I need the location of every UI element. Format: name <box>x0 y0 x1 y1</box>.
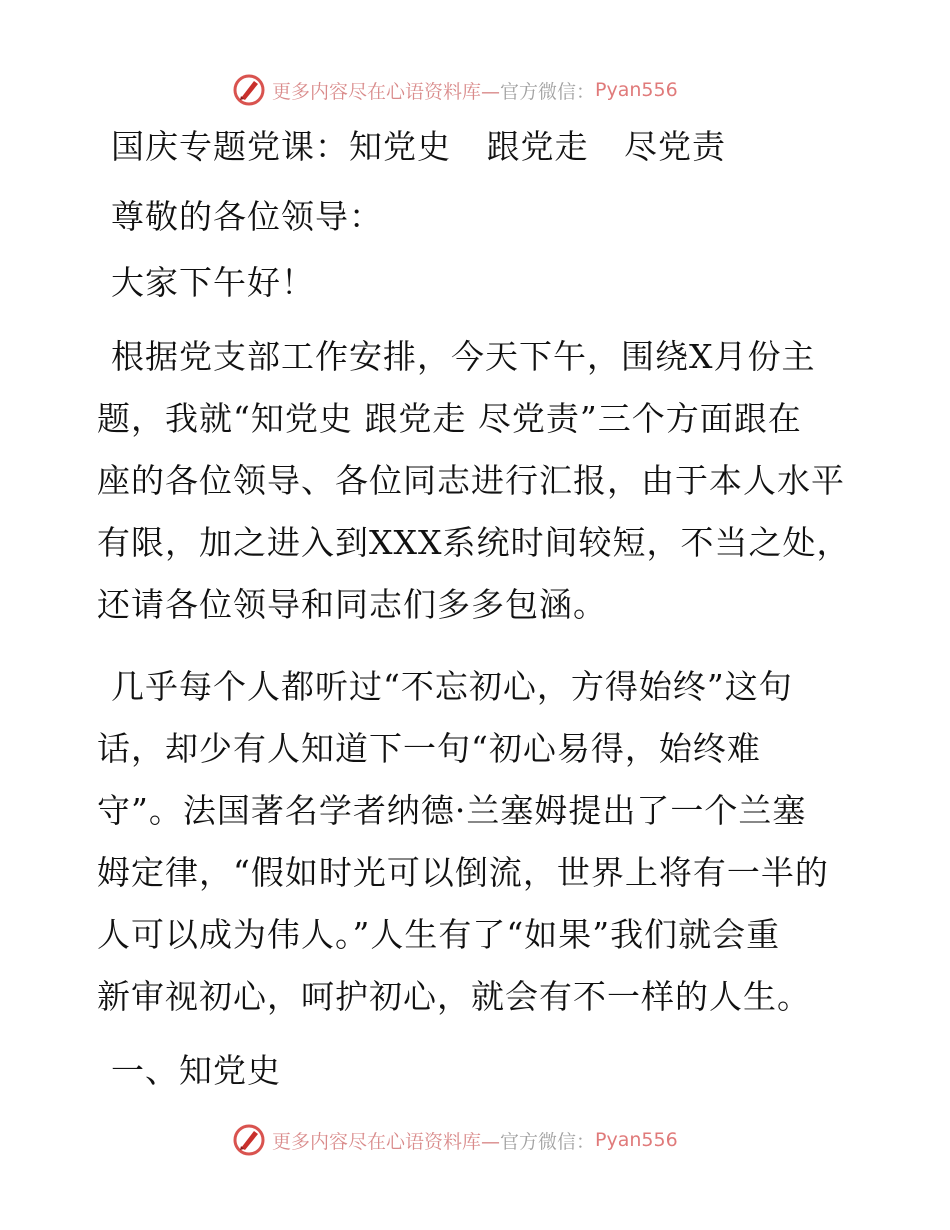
paragraph-line: 姆定律，“假如时光可以倒流，世界上将有一半的 <box>97 853 829 892</box>
watermark-text: 更多内容尽在心语资料库— <box>272 80 501 103</box>
header-watermark <box>232 70 678 110</box>
paragraph-line: 新审视初心，呵护初心，就会有不一样的人生。 <box>97 977 811 1016</box>
quill-seal-icon <box>232 73 266 107</box>
paragraph-2 <box>97 656 857 1028</box>
watermark-contact-label: 官方微信： <box>500 80 596 103</box>
section-heading: 一、知党史 <box>111 1051 281 1090</box>
paragraph-line: 还请各位领导和同志们多多包涵。 <box>97 585 607 624</box>
paragraph-line: 题，我就“知党史 跟党走 尽党责”三个方面跟在 <box>97 399 802 438</box>
watermark-contact-id: Pyan556 <box>595 79 678 101</box>
greeting: 大家下午好！ <box>111 263 315 302</box>
paragraph-line: 几乎每个人都听过“不忘初心，方得始终”这句 <box>111 667 793 706</box>
salutation: 尊敬的各位领导： <box>111 197 383 236</box>
paragraph-1 <box>97 326 857 636</box>
document-body <box>97 124 857 1094</box>
quill-seal-icon <box>232 1123 266 1157</box>
watermark-contact-label: 官方微信： <box>500 1130 596 1153</box>
paragraph-line: 守”。法国著名学者纳德·兰塞姆提出了一个兰塞 <box>97 791 807 830</box>
paragraph-line: 话，却少有人知道下一句“初心易得，始终难 <box>97 729 761 768</box>
paragraph-line: 座的各位领导、各位同志进行汇报，由于本人水平 <box>97 461 845 500</box>
paragraph-line: 有限，加之进入到XXX系统时间较短，不当之处， <box>97 523 851 562</box>
paragraph-line: 根据党支部工作安排，今天下午，围绕X月份主 <box>111 337 816 376</box>
footer-watermark <box>232 1120 678 1160</box>
watermark-contact-id: Pyan556 <box>595 1129 678 1151</box>
watermark-text: 更多内容尽在心语资料库— <box>272 1130 501 1153</box>
document-title: 国庆专题党课：知党史 跟党走 尽党责 <box>111 127 726 166</box>
paragraph-line: 人可以成为伟人。”人生有了“如果”我们就会重 <box>97 915 781 954</box>
